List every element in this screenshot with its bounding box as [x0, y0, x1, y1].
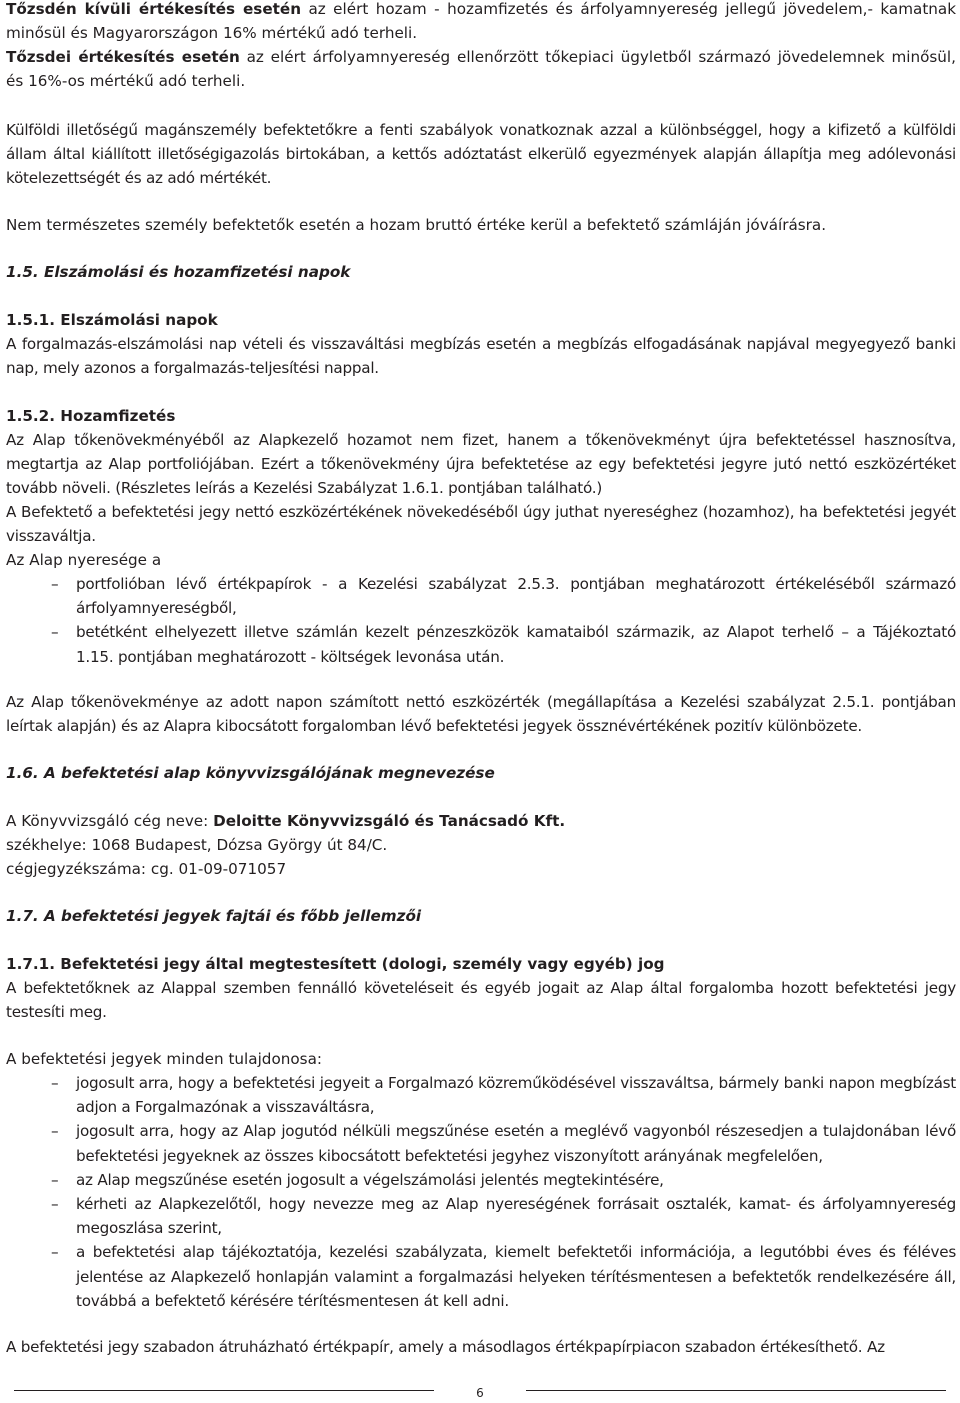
owner-rights-list: [6, 1071, 956, 1313]
heading-1-5-2: 1.5.2. Hozamfizetés: [6, 407, 176, 425]
paragraph-non-natural-persons: Nem természetes személy befektetők esetén a hozam bruttó értéke kerül a befektető számláján jóváírásra.: [6, 216, 827, 234]
list-item-text: kérheti az Alapkezelőtől, hogy nevezze meg az Alap nyereségének forrásait osztalék, kamat- és árfolyamnyereség megoszlása szerint,: [76, 1195, 956, 1238]
dash-marker: –: [51, 575, 59, 593]
dash-marker: –: [51, 1074, 59, 1092]
exchange-sale-text: az elért árfolyamnyereség ellenőrzött tőkepiaci ügyletből származó jövedelemnek minősül, és 16%-os mértékű adó terheli.: [6, 48, 956, 91]
list-item: [6, 1119, 956, 1167]
paragraph-otc-sale: [6, 0, 956, 45]
heading-1-6: 1.6. A befektetési alap könyvvizsgálójának megnevezése: [6, 764, 495, 782]
dash-marker: –: [51, 623, 59, 642]
otc-sale-text: az elért hozam - hozamfizetés és árfolyamnyereség jellegű jövedelem,- kamatnak minősül és Magyarországon 16% mértékű adó terheli.: [6, 0, 956, 43]
list-item-text: betétként elhelyezett illetve számlán kezelt pénzeszközök kamataiból származik, az Alapot terhelő – a Tájékoztató 1.15. pontjában meghatározott - költségek levonása után.: [76, 623, 956, 666]
list-item: [6, 620, 956, 668]
list-item-text: a befektetési alap tájékoztatója, kezelési szabályzata, kiemelt befektetői információja, a legutóbbi éves és féléves jelentése az Alapkezelő honlapján valamint a forgalmazási helyeken térítésmentesen a befektetők rendelkezésére áll, továbbá a befektető kérésére térítésmentesen át kell adni.: [76, 1243, 956, 1310]
auditor-name: Deloitte Könyvvizsgáló és Tanácsadó Kft.: [213, 812, 566, 830]
paragraph-yield-payment-3: Az Alap nyeresége a: [6, 551, 162, 569]
list-item: [6, 1192, 956, 1240]
paragraph-capital-growth: Az Alap tőkenövekménye az adott napon számított nettó eszközérték (megállapítása a Kezelési szabályzat 2.5.1. pontjában leírtak alapján) és az Alapra kibocsátott forgalomban lévő befektetési jegyek össznévértékének pozitív különbözete.: [6, 693, 956, 736]
list-item-text: az Alap megszűnése esetén jogosult a végelszámolási jelentés megtekintésére,: [76, 1170, 664, 1189]
paragraph-settlement-days: A forgalmazás-elszámolási nap vételi és visszaváltási megbízás esetén a megbízás elfogadásának napjával megyegyező banki nap, mely azonos a forgalmazás-teljesítési nappal.: [6, 335, 956, 378]
heading-1-7: 1.7. A befektetési jegyek fajtái és főbb jellemzői: [6, 907, 422, 925]
otc-sale-bold: Tőzsdén kívüli értékesítés esetén: [6, 0, 302, 18]
auditor-seat: székhelye: 1068 Budapest, Dózsa György út 84/C.: [6, 836, 388, 854]
list-item: [6, 1240, 956, 1313]
dash-marker: –: [51, 1195, 59, 1214]
list-item: [6, 1168, 956, 1192]
list-item: [6, 572, 956, 620]
paragraph-embodied-right: A befektetőknek az Alappal szemben fennálló követeléseit és egyéb jogait az Alap által forgalomba hozott befektetési jegy testesíti meg.: [6, 979, 956, 1022]
heading-1-7-1: 1.7.1. Befektetési jegy által megtestesített (dologi, személy vagy egyéb) jog: [6, 955, 665, 973]
list-item-text: jogosult arra, hogy a befektetési jegyeit a Forgalmazó közreműködésével visszaváltsa, bármely banki napon megbízást adjon a Forgalmazónak a visszaváltásra,: [76, 1074, 956, 1117]
paragraph-yield-payment-1: Az Alap tőkenövekményéből az Alapkezelő hozamot nem fizet, hanem a tőkenövekményt újra befektetéssel hasznosítva, megtartja az Alap portfoliójában. Ezért a tőkenövekmény újra befektetése az egy befektetési jegyre jutó nettó eszközértéket tovább növeli. (Részletes leírás a Kezelési Szabályzat 1.6.1. pontjában található.): [6, 431, 956, 498]
list-item-text: jogosult arra, hogy az Alap jogutód nélküli megszűnése esetén a meglévő vagyonból részesedjen a tulajdonában lévő befektetési jegyeknek az összes kibocsátott befektetési jegyhez viszonyított arányának megfelelően,: [76, 1122, 956, 1165]
auditor-label: A Könyvvizsgáló cég neve:: [6, 812, 214, 830]
list-item-text: portfolióban lévő értékpapírok - a Kezelési szabályzat 2.5.3. pontjában meghatározott értékeléséből származó árfolyamnyereségből,: [76, 575, 956, 618]
dash-marker: –: [51, 1122, 59, 1141]
paragraph-transferability: A befektetési jegy szabadon átruházható értékpapír, amely a másodlagos értékpapírpiacon szabadon értékesíthető. Az: [6, 1338, 885, 1356]
profit-sources-list: [6, 572, 956, 669]
auditor-name-line: [6, 809, 956, 833]
auditor-registry: cégjegyzékszáma: cg. 01-09-071057: [6, 860, 287, 878]
paragraph-exchange-sale: [6, 45, 956, 93]
dash-marker: –: [51, 1243, 59, 1262]
paragraph-foreign-investors: Külföldi illetőségű magánszemély befektetőkre a fenti szabályok vonatkoznak azzal a különbséggel, hogy a kifizető a külföldi állam által kiállított illetőségigazolás birtokában, a kettős adóztatást elkerülő egyezmények alapján állapítja meg adólevonási kötelezettségét és az adó mértékét.: [6, 121, 956, 188]
exchange-sale-bold: Tőzsdei értékesítés esetén: [6, 48, 240, 66]
heading-1-5-1: 1.5.1. Elszámolási napok: [6, 311, 218, 329]
page-number: 6: [476, 1386, 484, 1400]
list-item: [6, 1071, 956, 1119]
paragraph-owners-intro: A befektetési jegyek minden tulajdonosa:: [6, 1050, 322, 1068]
paragraph-yield-payment-2: A Befektető a befektetési jegy nettó eszközértékének növekedéséből úgy juthat nyereséghez (hozamhoz), ha befektetési jegyét visszaváltja.: [6, 503, 956, 546]
heading-1-5: 1.5. Elszámolási és hozamfizetési napok: [6, 263, 351, 281]
dash-marker: –: [51, 1170, 59, 1189]
